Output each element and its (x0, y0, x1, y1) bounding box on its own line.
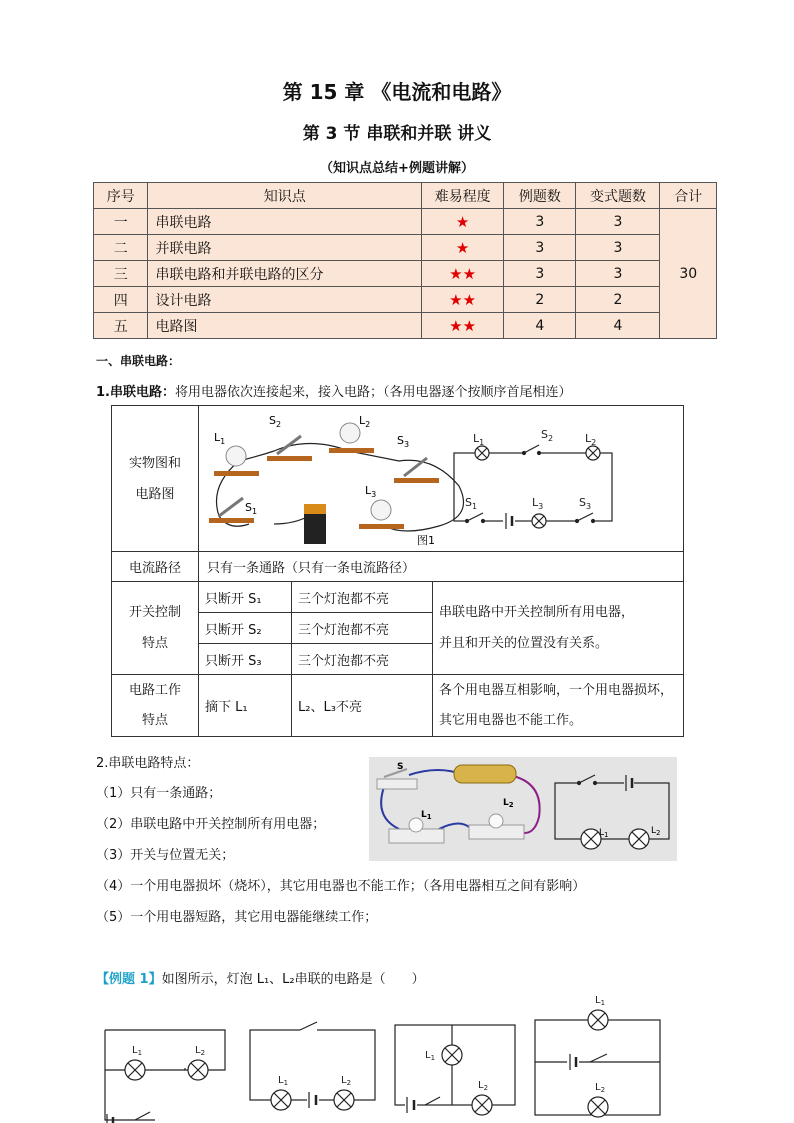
schem2-L2-label: $L_2$ (651, 826, 661, 837)
label-line: 实物图和 (128, 455, 181, 471)
row-level: ★★ (421, 287, 503, 313)
series-schematic (454, 445, 612, 529)
row-examples: 3 (504, 209, 576, 235)
L1-label: $L_1$ (214, 431, 226, 446)
switch-result: 三个灯泡都不亮 (292, 613, 433, 644)
schem-S3-label: $S_3$ (579, 496, 592, 511)
row-variants: 3 (576, 235, 660, 261)
switch-result: 三个灯泡都不亮 (292, 582, 433, 613)
note-line: 其它用电器也不能工作。 (439, 712, 583, 728)
header-cell: 变式题数 (576, 183, 660, 209)
total-cell: 30 (660, 209, 717, 339)
switch-result: 三个灯泡都不亮 (292, 644, 433, 675)
switch-action: 只断开 S₁ (199, 582, 292, 613)
note-line: 并且和开关的位置没有关系。 (439, 636, 609, 651)
series-table (111, 405, 684, 737)
row-variants: 3 (576, 209, 660, 235)
row-examples: 2 (504, 287, 576, 313)
work-note (433, 675, 684, 737)
optD-L2-label: $L_2$ (595, 1082, 606, 1094)
schem-L2-label: $L_2$ (585, 432, 597, 447)
table-row (94, 313, 717, 339)
photo-L2-label: $L_2$ (503, 798, 514, 809)
note-line: 各个用电器互相影响，一个用电器损坏， (439, 682, 674, 698)
work-action: 摘下 L₁ (199, 675, 292, 737)
knowledge-table (93, 182, 717, 339)
switch-action: 只断开 S₃ (199, 644, 292, 675)
definition-label: 1.串联电路： (96, 385, 175, 400)
row-no: 一 (94, 209, 148, 235)
feature-item: （2）串联电路中开关控制所有用电器； (96, 817, 326, 832)
row-label: 电流路径 (112, 552, 199, 582)
header-cell: 序号 (94, 183, 148, 209)
row-examples: 4 (504, 313, 576, 339)
optA-L1-label: $L_1$ (132, 1045, 143, 1057)
page-subtitle: 第 3 节 串联和并联 讲义 (302, 124, 492, 144)
optB-L1-label: $L_1$ (278, 1075, 289, 1087)
label-line: 电路工作 (128, 682, 181, 698)
S3-label: $S_3$ (397, 434, 410, 449)
optB-L2-label: $L_2$ (341, 1075, 352, 1087)
schem-L1-label: $L_1$ (473, 432, 485, 447)
photo-L1-label: $L_1$ (421, 810, 432, 821)
feature-item: （5）一个用电器短路，其它用电器能继续工作； (96, 910, 378, 925)
example-circuits (95, 990, 675, 1123)
table-row (112, 582, 684, 613)
schem2-L1-label: $L_1$ (599, 828, 609, 839)
row-level: ★ (421, 209, 503, 235)
series-definition (96, 381, 572, 400)
table-row (112, 675, 684, 737)
features-illustration (369, 757, 677, 861)
row-variants: 2 (576, 287, 660, 313)
table-row (94, 287, 717, 313)
switch-note (433, 582, 684, 675)
optC-L1-label: $L_1$ (425, 1050, 436, 1062)
circuit-option-d (535, 1010, 660, 1117)
header-cell: 例题数 (504, 183, 576, 209)
table-row (112, 406, 684, 552)
S2-label: $S_2$ (269, 414, 282, 429)
definition-text: 将用电器依次连接起来，接入电路；（各用电器逐个按顺序首尾相连） (174, 385, 572, 400)
optA-L2-label: $L_2$ (195, 1045, 206, 1057)
row-variants: 4 (576, 313, 660, 339)
label-line: 开关控制 (128, 605, 181, 620)
row-topic: 串联电路 (148, 209, 422, 235)
S1-label: $S_1$ (245, 501, 258, 516)
row-topic: 设计电路 (148, 287, 422, 313)
row-topic: 电路图 (148, 313, 422, 339)
row-examples: 3 (504, 235, 576, 261)
row-level: ★★ (421, 261, 503, 287)
optD-L1-label: $L_1$ (595, 995, 606, 1007)
row-topic: 并联电路 (148, 235, 422, 261)
label-line: 电路图 (135, 486, 175, 502)
row-topic: 串联电路和并联电路的区分 (148, 261, 422, 287)
page-title: 第 15 章 《电流和电路》 (282, 80, 512, 104)
table-row (112, 552, 684, 582)
circuit-option-a (105, 1030, 225, 1123)
optC-L2-label: $L_2$ (478, 1080, 489, 1092)
schem-S1-label: $S_1$ (465, 496, 478, 511)
example-tag: 【例题 1】 (96, 972, 162, 987)
row-variants: 3 (576, 261, 660, 287)
figure-cell (199, 406, 684, 552)
feature-item: （3）开关与位置无关； (96, 848, 235, 863)
photo-S-label: S (397, 762, 404, 772)
row-label (112, 675, 199, 737)
row-no: 三 (94, 261, 148, 287)
table-row (94, 209, 717, 235)
row-text: 只有一条通路（只有一条电流路径） (199, 552, 684, 582)
example-text: 如图所示，灯泡 L₁、L₂串联的电路是（ ） (161, 972, 425, 987)
table-row (94, 261, 717, 287)
table-row (94, 235, 717, 261)
L3-label: $L_3$ (365, 484, 377, 499)
row-level: ★ (421, 235, 503, 261)
circuit-option-b (250, 1022, 375, 1110)
schem-S2-label: $S_2$ (541, 428, 554, 443)
note-line: 串联电路中开关控制所有用电器， (439, 605, 635, 620)
row-label (112, 406, 199, 552)
page-note: （知识点总结+例题讲解） (320, 161, 474, 176)
switch-action: 只断开 S₂ (199, 613, 292, 644)
row-no: 四 (94, 287, 148, 313)
example-question (96, 968, 425, 987)
header-cell: 难易程度 (421, 183, 503, 209)
L2-label: $L_2$ (359, 414, 371, 429)
feature-item: （1）只有一条通路； (96, 786, 222, 801)
label-line: 特点 (141, 636, 168, 651)
table-header-row (94, 183, 717, 209)
label-line: 特点 (141, 712, 168, 728)
schem-L3-label: $L_3$ (532, 496, 544, 511)
work-result: L₂、L₃不亮 (292, 675, 433, 737)
header-cell: 合计 (660, 183, 717, 209)
physical-circuit-illustration (209, 414, 464, 547)
row-label (112, 582, 199, 675)
section-heading: 一、串联电路： (96, 354, 181, 368)
row-no: 二 (94, 235, 148, 261)
row-no: 五 (94, 313, 148, 339)
circuit-option-c (395, 1025, 515, 1115)
row-level: ★★ (421, 313, 503, 339)
series-figure (199, 406, 683, 551)
header-cell: 知识点 (148, 183, 422, 209)
features-heading: 2.串联电路特点： (96, 756, 200, 771)
figure-caption: 图1 (417, 534, 435, 547)
row-examples: 3 (504, 261, 576, 287)
feature-item: （4）一个用电器损坏（烧坏），其它用电器也不能工作；（各用电器相互之间有影响） (96, 879, 586, 894)
